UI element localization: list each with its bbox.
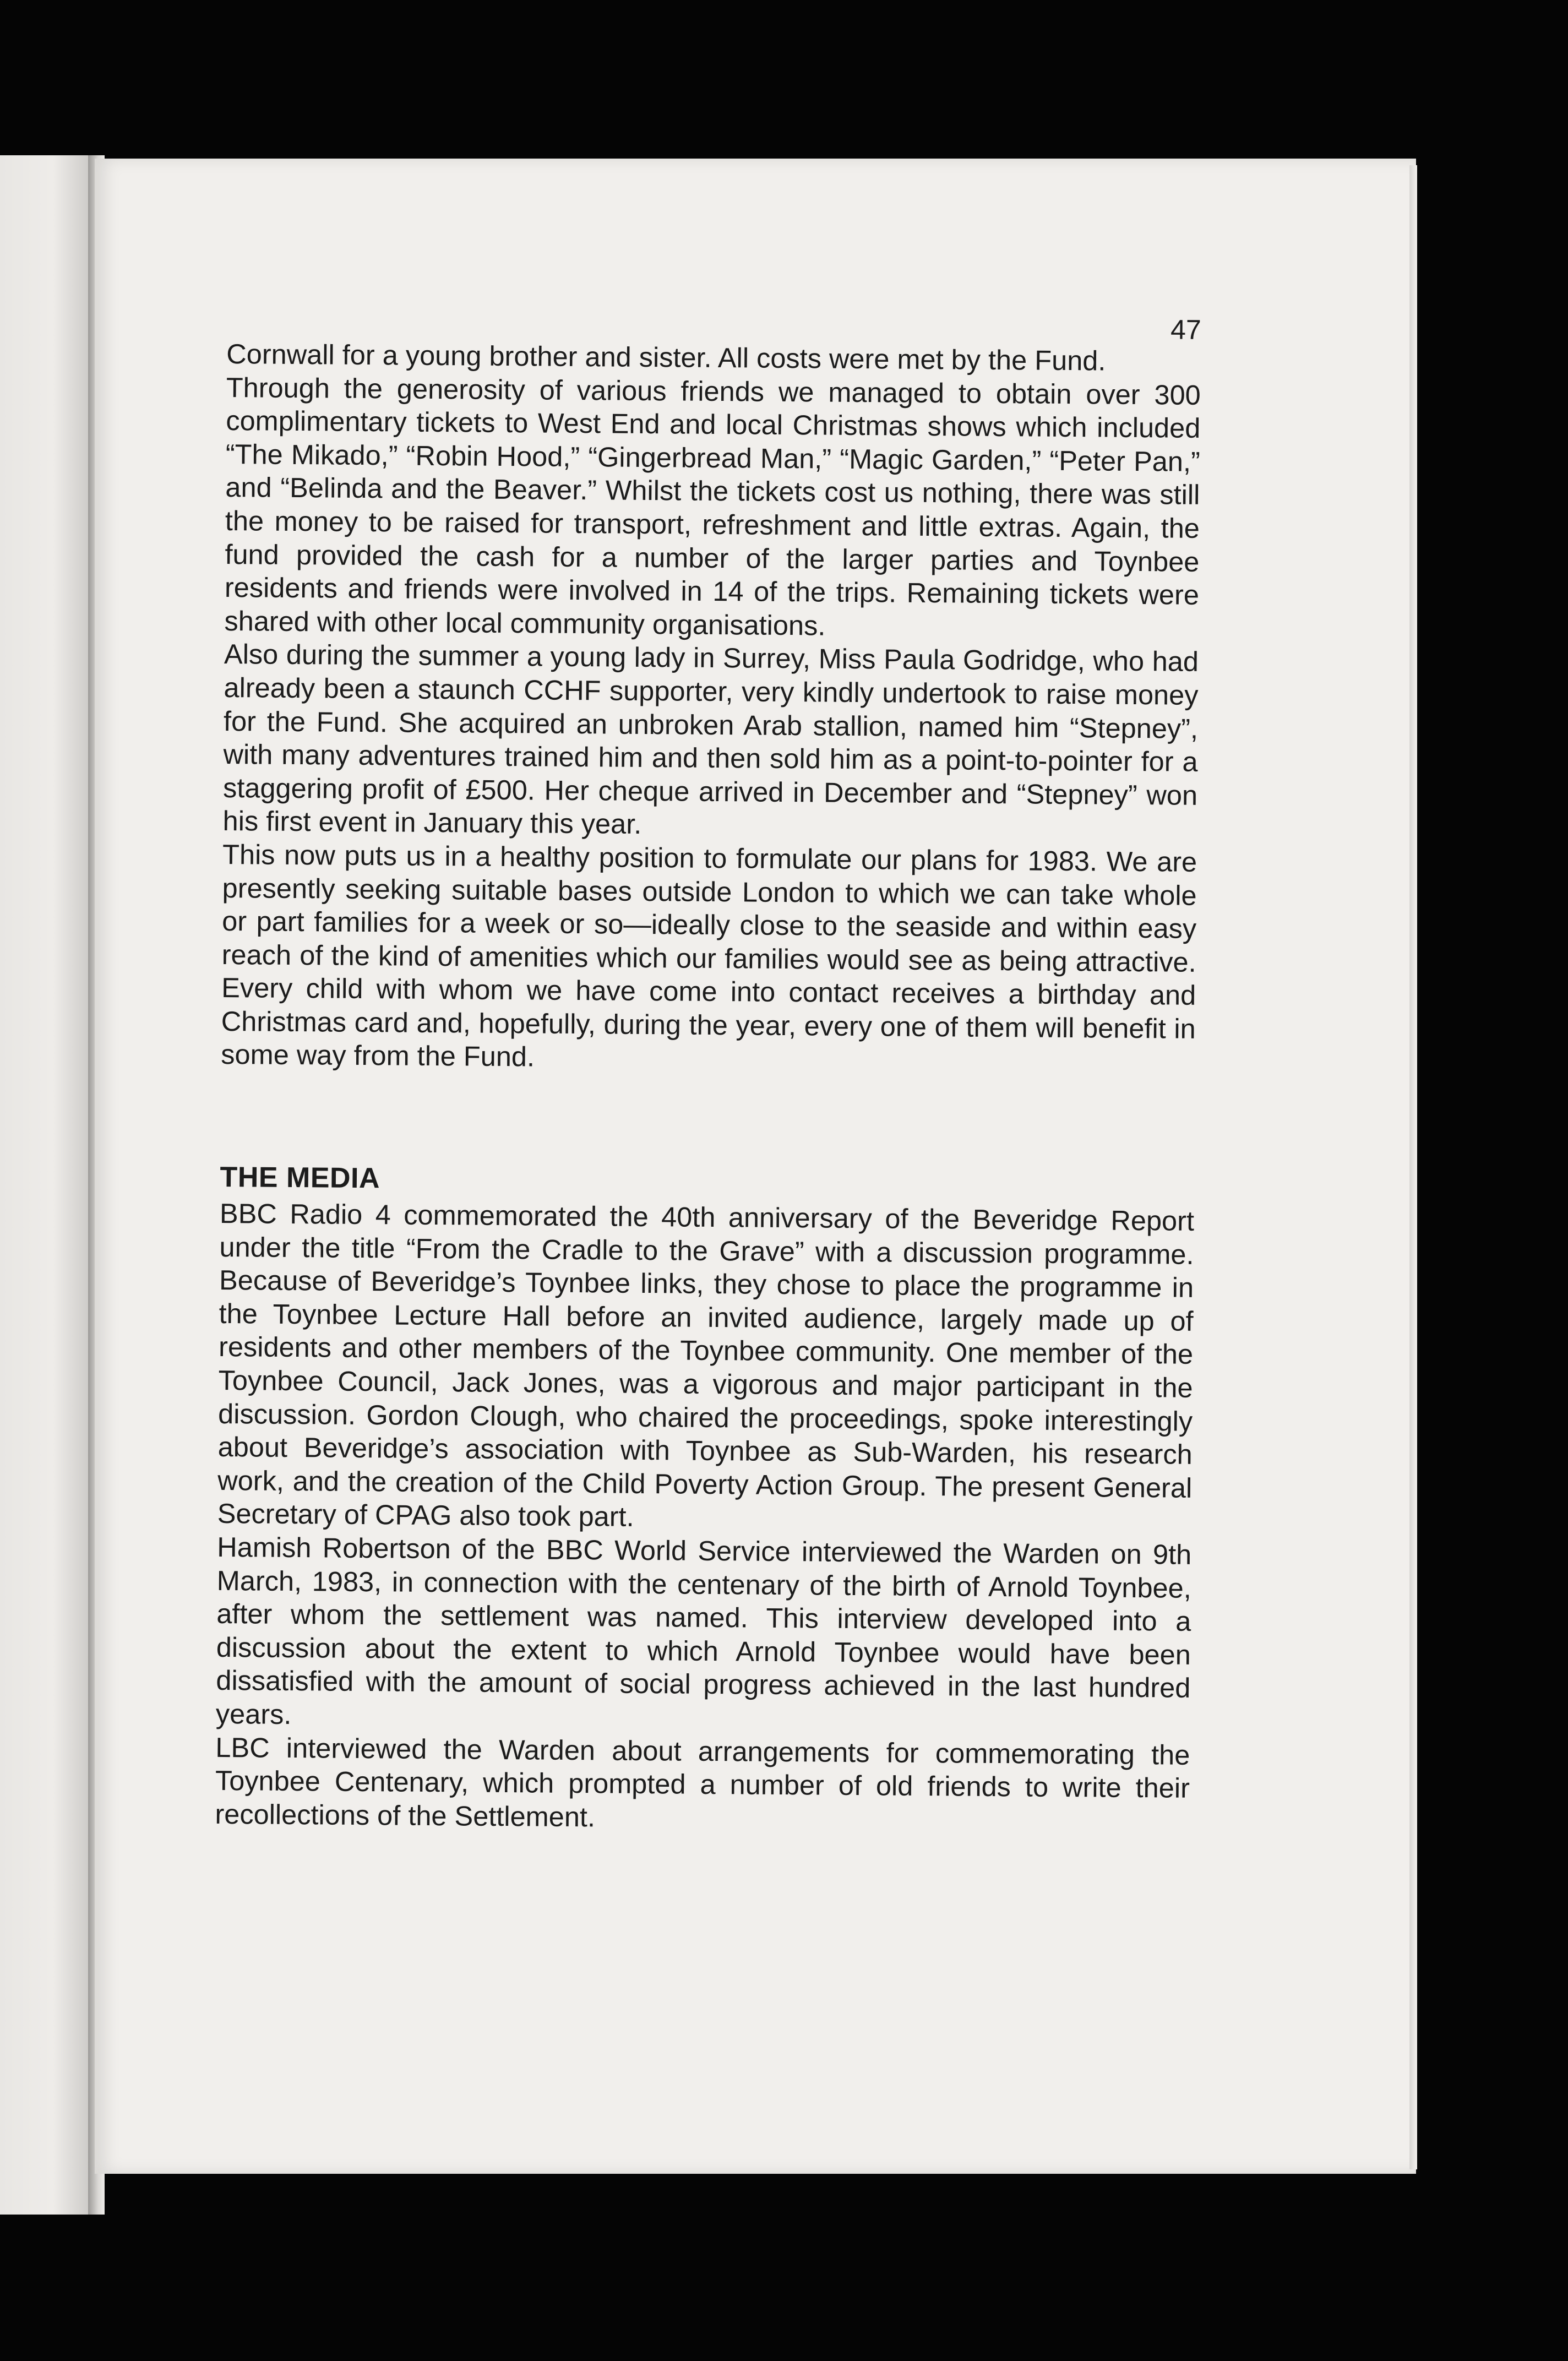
page-fore-edge xyxy=(1409,165,1417,2169)
paragraph: Hamish Robertson of the BBC World Service interviewed the Warden on 9th March, 1983, in connection with the centenary of the birth of Arnold Toynbee, after whom the settlement was named. This interview developed into a discussion about the extent to which Arnold Toynbee would have been dissatisfied with the amount of social progress achieved in the last hundred years. xyxy=(215,1531,1192,1730)
facing-page-edge xyxy=(0,155,88,2215)
paragraph: BBC Radio 4 commemorated the 40th anniversary of the Beveridge Report under the title “From the Cradle to the Grave” with a discussion programme. Because of Beveridge’s Toynbee links, they chose to place the programme in the Toynbee Lecture Hall before an invited audience, largely made up of residents and other members of the Toynbee community. One member of the Toynbee Council, Jack Jones, was a vigorous and major participant in the discussion. Gordon Clough, who chaired the proceedings, spoke interestingly about Beveridge’s association with Toynbee as Sub-Warden, his research work, and the creation of the Child Poverty Action Group. The present General Secretary of CPAG also took part. xyxy=(217,1198,1195,1533)
paragraph: LBC interviewed the Warden about arrangements for commemorating the Toynbee Centenary, which prompted a number of old friends to write their recollections of the Settlement. xyxy=(215,1731,1190,1833)
page-text xyxy=(215,306,1201,1838)
paragraph: Also during the summer a young lady in Surrey, Miss Paula Godridge, who had already been a staunch CCHF supporter, very kindly undertook to raise money for the Fund. She acquired an unbroken Arab stallion, named him “Stepney”, with many adventures trained him and then sold him as a point-to-pointer for a staggering profit of £500. Her cheque arrived in December and “Stepney” won his first event in January this year. xyxy=(222,638,1199,840)
paragraph: This now puts us in a healthy position to formulate our plans for 1983. We are presently seeking suitable bases outside London to which we can take whole or part families for a week or so—ideally close to the seaside and within easy reach of the kind of amenities which our families would see as being attractive. Every child with whom we have come into contact receives a birthday and Christmas card and, hopefully, during the year, every one of them will benefit in some way from the Fund. xyxy=(221,838,1197,1073)
section-heading: THE MEDIA xyxy=(220,1161,380,1195)
page-number: 47 xyxy=(1170,314,1201,345)
paragraph: Through the generosity of various friends we managed to obtain over 300 complimentary tickets to West End and local Christmas shows which included “The Mikado,” “Robin Hood,” “Gingerbread Man,” “Magic Garden,” “Peter Pan,” and “Belinda and the Beaver.” Whilst the tickets cost us nothing, there was still the money to be raised for transport, refreshment and little extras. Again, the fund provided the cash for a number of the larger parties and Toynbee residents and friends were involved in 14 of the trips. Remaining tickets were shared with other local community organisations. xyxy=(224,371,1201,641)
paragraph: Cornwall for a young brother and sister. All costs were met by the Fund. xyxy=(226,338,1106,377)
